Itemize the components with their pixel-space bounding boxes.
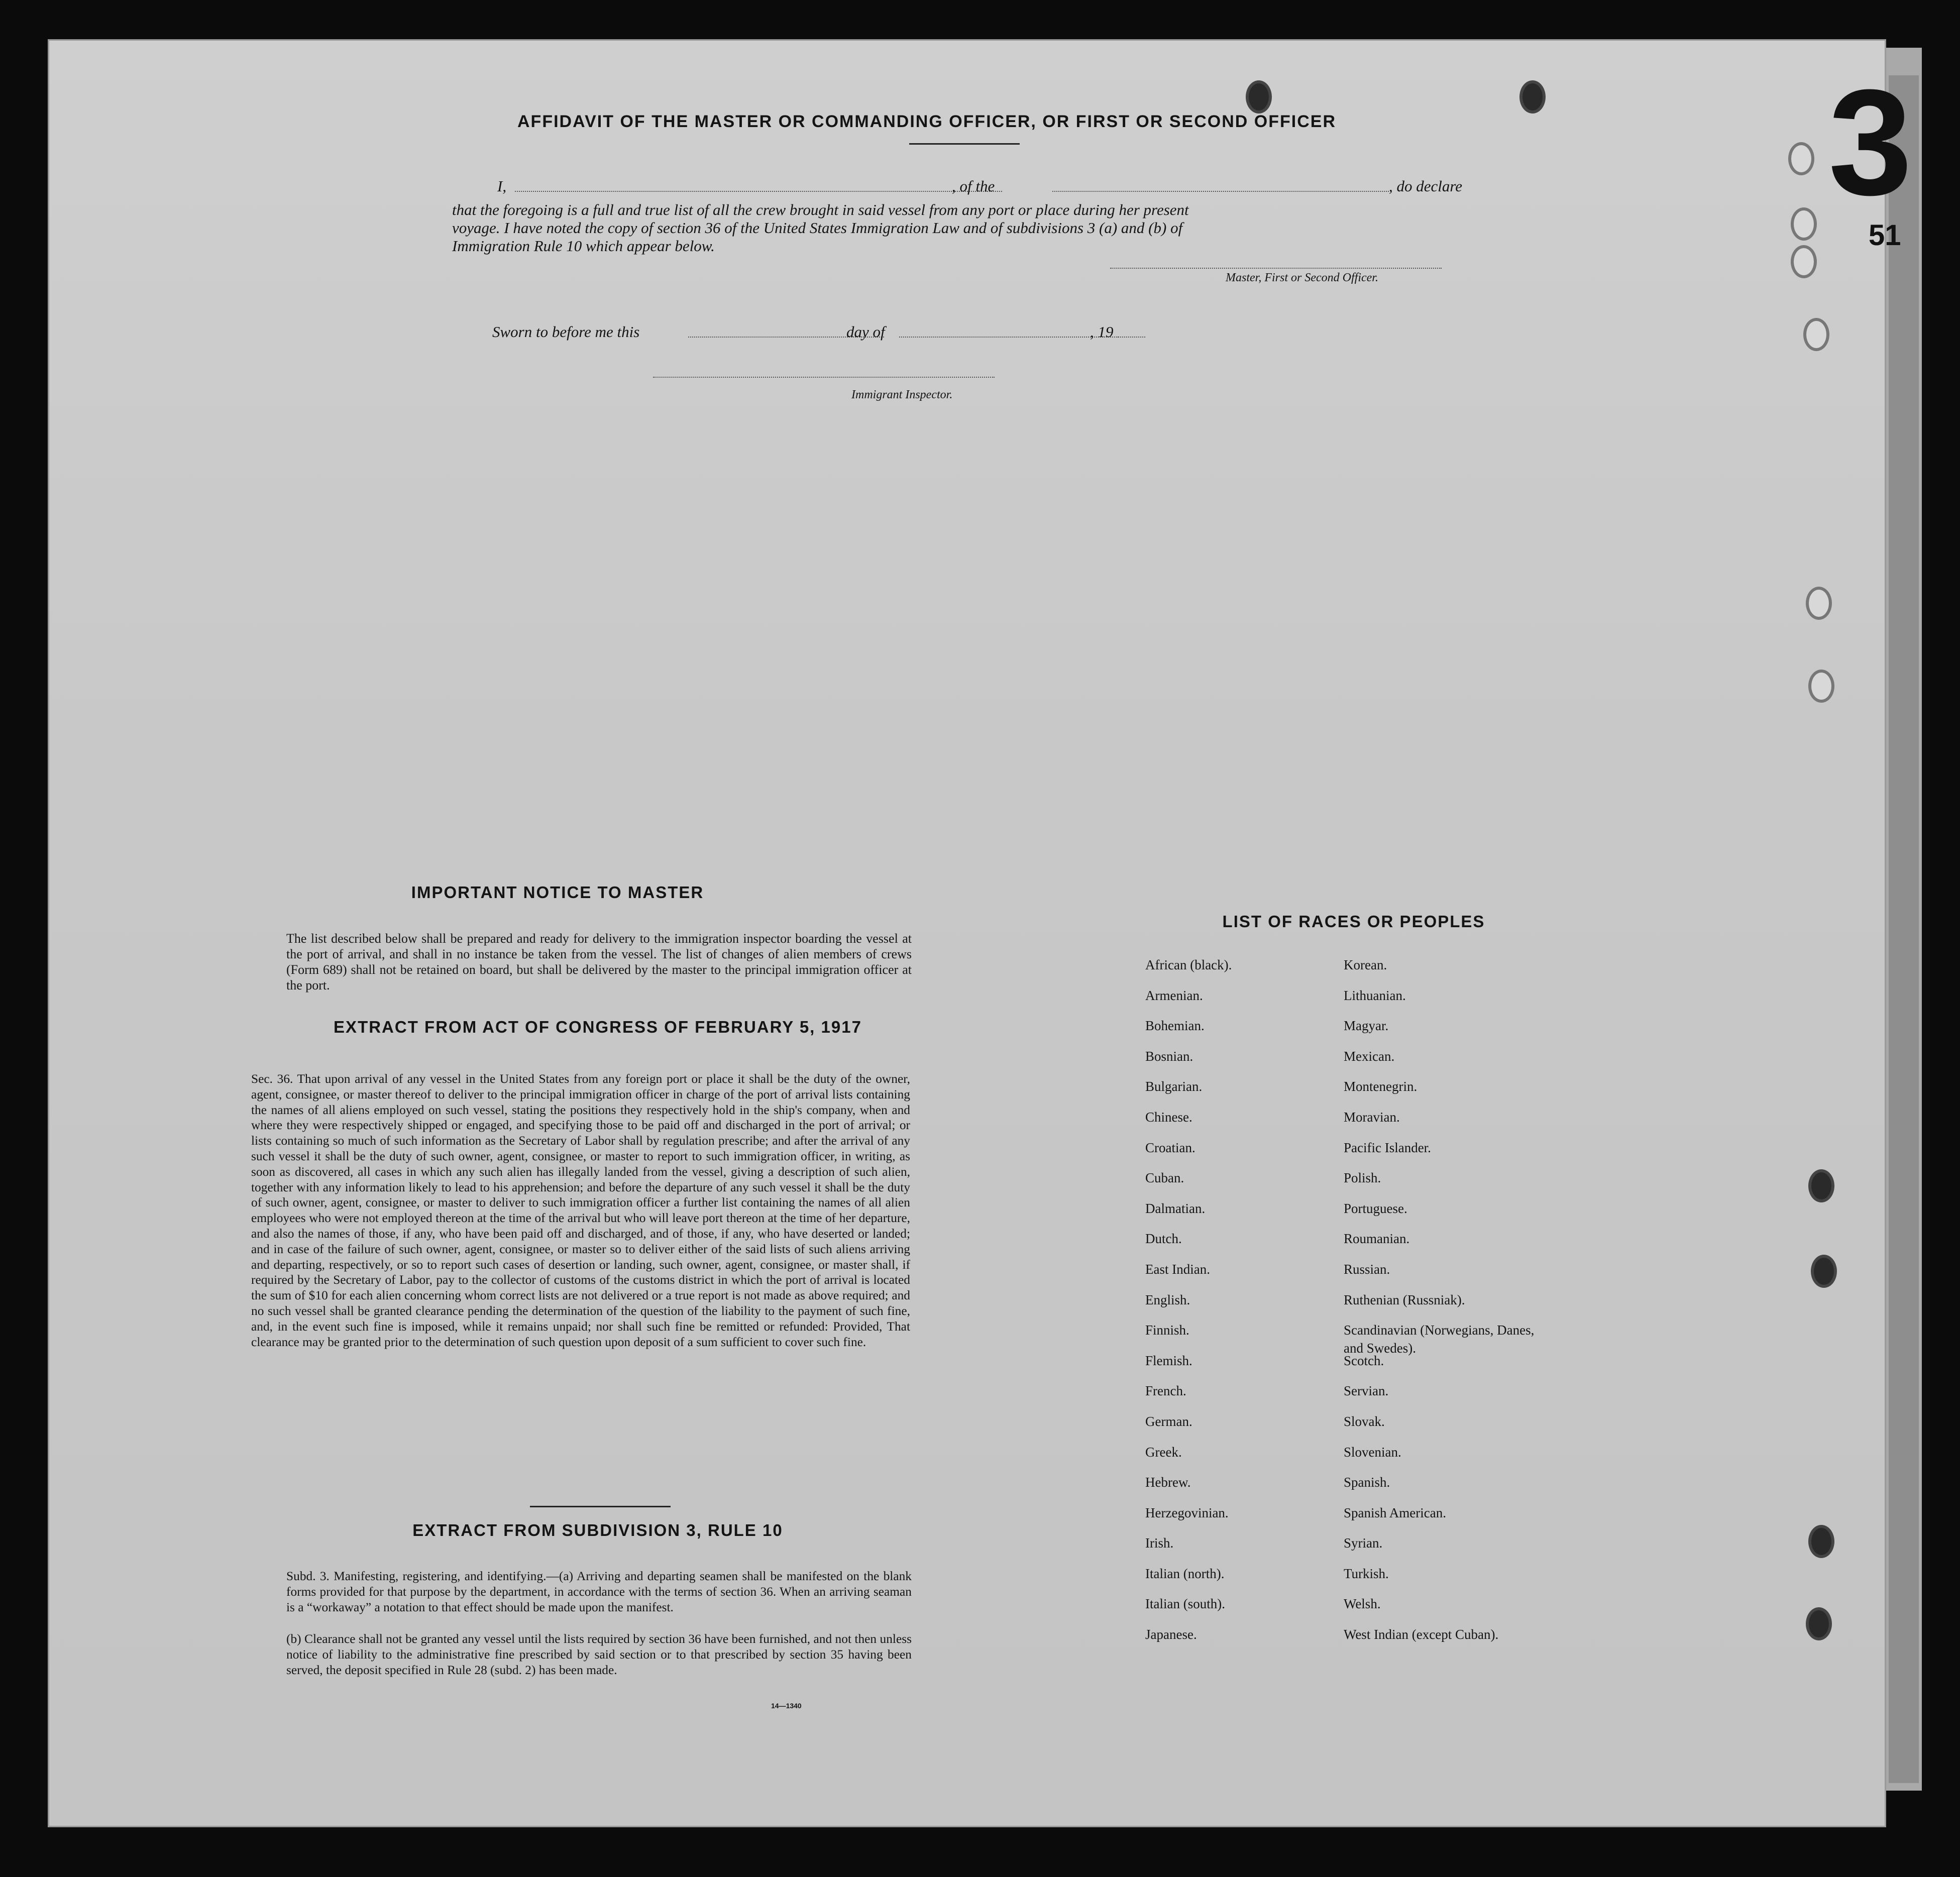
affidavit-line2: that the foregoing is a full and true list of all the crew brought in said vessel from any port or place during her present [452, 201, 1189, 218]
race-item: Bosnian. [1145, 1048, 1193, 1064]
race-item: Bohemian. [1145, 1018, 1205, 1034]
punch-hole [1246, 80, 1272, 114]
race-item: Italian (north). [1145, 1566, 1225, 1581]
race-item: Herzegovinian. [1145, 1505, 1229, 1520]
race-item: Welsh. [1344, 1596, 1381, 1612]
manifest-page [48, 39, 1886, 1827]
punch-hole [1806, 587, 1832, 620]
race-item: Spanish. [1344, 1475, 1390, 1490]
race-item: Dutch. [1145, 1231, 1182, 1247]
race-item: Pacific Islander. [1344, 1140, 1431, 1155]
race-item: Lithuanian. [1344, 987, 1406, 1003]
inspector-signature-field[interactable] [653, 377, 995, 378]
race-item: Magyar. [1344, 1018, 1389, 1034]
race-item: African (black). [1145, 957, 1232, 972]
sworn-label: Sworn to before me this [492, 323, 640, 341]
affidavit-do-declare: , do declare [1389, 177, 1463, 195]
extract-rule-text-a: Subd. 3. Manifesting, registering, and identifying.—(a) Arriving and departing seamen shall be manifested on the blank forms provided for that purpose by the department, in accordance with the terms of section 36. When an arriving seaman is a “workaway” a notation to that effect should be made upon the manifest. [286, 1569, 912, 1614]
section-rule [530, 1506, 671, 1507]
race-item: Slovak. [1344, 1413, 1385, 1429]
punch-hole [1519, 80, 1546, 114]
race-item: French. [1145, 1383, 1186, 1399]
form-number: 14—1340 [771, 1702, 802, 1710]
race-item: German. [1145, 1413, 1192, 1429]
race-item: Armenian. [1145, 987, 1203, 1003]
race-item: Japanese. [1145, 1627, 1197, 1642]
race-item: Cuban. [1145, 1170, 1184, 1186]
race-item: Ruthenian (Russniak). [1344, 1292, 1465, 1307]
race-item: Polish. [1344, 1170, 1381, 1186]
punch-hole [1806, 1607, 1832, 1640]
day-of-label: day of [846, 323, 885, 341]
title-rule [909, 143, 1020, 145]
race-item: Mexican. [1344, 1048, 1395, 1064]
affidavit-line3: voyage. I have noted the copy of section 36 of the United States Immigration Law and of subdivisions 3 (a) and (b) of [452, 219, 1183, 237]
punch-hole [1791, 245, 1817, 278]
race-item: Italian (south). [1145, 1596, 1225, 1612]
margin-big-number: 3 [1828, 58, 1912, 227]
extract-rule-text-b: (b) Clearance shall not be granted any vessel until the lists required by section 36 have been furnished, and not then unless notice of liability to the administrative fine prescribed by said section or to that prescribed by section 35 having been served, the deposit specified in Rule 28 (subd. 2) has been made. [286, 1632, 912, 1677]
punch-hole [1808, 1169, 1834, 1202]
inspector-caption: Immigrant Inspector. [851, 388, 953, 401]
race-item: Chinese. [1145, 1109, 1192, 1125]
extract-act-title: EXTRACT FROM ACT OF CONGRESS OF FEBRUARY 5, 1917 [334, 1018, 862, 1036]
race-item: Finnish. [1145, 1322, 1189, 1338]
races-title: LIST OF RACES OR PEOPLES [1222, 912, 1485, 931]
race-item: Russian. [1344, 1261, 1390, 1277]
races-left-column [1145, 956, 1336, 1656]
race-item: East Indian. [1145, 1261, 1210, 1277]
affidavit-i-label: I, [497, 177, 507, 195]
race-item: West Indian (except Cuban). [1344, 1627, 1499, 1642]
race-item: Spanish American. [1344, 1505, 1446, 1520]
race-item: Bulgarian. [1145, 1079, 1203, 1094]
race-item: Croatian. [1145, 1140, 1195, 1155]
race-item: Dalmatian. [1145, 1200, 1206, 1216]
punch-hole [1788, 142, 1814, 175]
punch-hole [1791, 207, 1817, 241]
race-item: Korean. [1344, 957, 1387, 972]
year-label: , 19 [1090, 323, 1114, 341]
underlying-page-edge-2 [1889, 75, 1919, 1783]
race-item: Greek. [1145, 1444, 1182, 1460]
extract-rule-title: EXTRACT FROM SUBDIVISION 3, RULE 10 [412, 1521, 783, 1539]
races-right-column [1344, 956, 1555, 1656]
race-item: Irish. [1145, 1535, 1174, 1551]
affidavit-title: AFFIDAVIT OF THE MASTER OR COMMANDING OFFICER, OR FIRST OR SECOND OFFICER [517, 112, 1336, 131]
race-item: Flemish. [1145, 1353, 1192, 1368]
sworn-year-field[interactable] [1118, 337, 1145, 338]
race-item: English. [1145, 1292, 1190, 1307]
race-item: Hebrew. [1145, 1475, 1191, 1490]
margin-side-number: 51 [1869, 219, 1901, 252]
race-item: Turkish. [1344, 1566, 1389, 1581]
name-field[interactable] [515, 191, 1002, 192]
affidavit-of-the: , of the [952, 177, 995, 195]
race-item: Scotch. [1344, 1353, 1384, 1368]
race-item: Portuguese. [1344, 1200, 1407, 1216]
punch-hole [1803, 318, 1829, 351]
punch-hole [1808, 1525, 1834, 1558]
notice-text: The list described below shall be prepared and ready for delivery to the immigration inspector boarding the vessel at the port of arrival, and shall in no instance be taken from the vessel. The list of changes of alien members of crews (Form 689) shall not be retained on board, but shall be delivered by the master to the principal immigration officer at the port. [286, 931, 912, 992]
race-item: Syrian. [1344, 1535, 1383, 1551]
race-item: Moravian. [1344, 1109, 1400, 1125]
race-item: Scandinavian (Norwegians, Danes, and Swedes). [1344, 1322, 1535, 1356]
affidavit-line4: Immigration Rule 10 which appear below. [452, 237, 715, 255]
race-item: Montenegrin. [1344, 1079, 1418, 1094]
signature-caption: Master, First or Second Officer. [1226, 271, 1378, 284]
vessel-field[interactable] [1052, 191, 1389, 192]
notice-title: IMPORTANT NOTICE TO MASTER [411, 883, 704, 902]
race-item: Servian. [1344, 1383, 1389, 1399]
extract-act-text: Sec. 36. That upon arrival of any vessel in the United States from any foreign port or place it shall be the duty of the owner, agent, consignee, or master thereof to deliver to the principal immigration officer in charge of the port of arrival lists containing the names of all aliens employed on such vessel, stating the positions they respectively hold in the ship's company, when and where they were respectively shipped or engaged, and specifying those to be paid off and discharged in the port of arrival; or lists containing so much of such information as the Secretary of Labor shall by regulation prescribe; and after the arrival of any such vessel it shall be the duty of such owner, agent, consignee, or master to report to such immigration officer, in writing, as soon as discovered, all cases in which any such alien has illegally landed from the vessel, giving a description of such alien, together with any information likely to lead to his apprehension; and before the departure of any such vessel it shall be the duty of such owner, agent, consignee, or master to deliver to such immigration officer a further list containing the names of all alien employees who were not employed thereon at the time of the arrival but who will leave port thereon at the time of her departure, and also the names of those, if any, who have been paid off and discharged, and of those, if any, who have deserted or landed; and in case of the failure of such owner, agent, consignee, or master so to deliver either of the said lists of such aliens arriving and departing, respectively, or so to report such cases of desertion or landing, such owner, agent, consignee, or master shall, if required by the Secretary of Labor, pay to the collector of customs of the customs district in which the port of arrival is located the sum of $10 for each alien concerning whom correct lists are not delivered or a true report is not made as above required; and no such vessel shall be granted clearance pending the determination of the question of the liability to the payment of such fine, and, in the event such fine is imposed, while it remains unpaid; nor shall such fine be remitted or refunded: Provided, That clearance may be granted prior to the determination of such question upon deposit of a sum sufficient to cover such fine. [251, 1072, 910, 1349]
race-item: Slovenian. [1344, 1444, 1401, 1460]
punch-hole [1811, 1255, 1837, 1288]
punch-hole [1808, 670, 1834, 703]
race-item: Roumanian. [1344, 1231, 1410, 1247]
signature-field[interactable] [1110, 268, 1442, 269]
